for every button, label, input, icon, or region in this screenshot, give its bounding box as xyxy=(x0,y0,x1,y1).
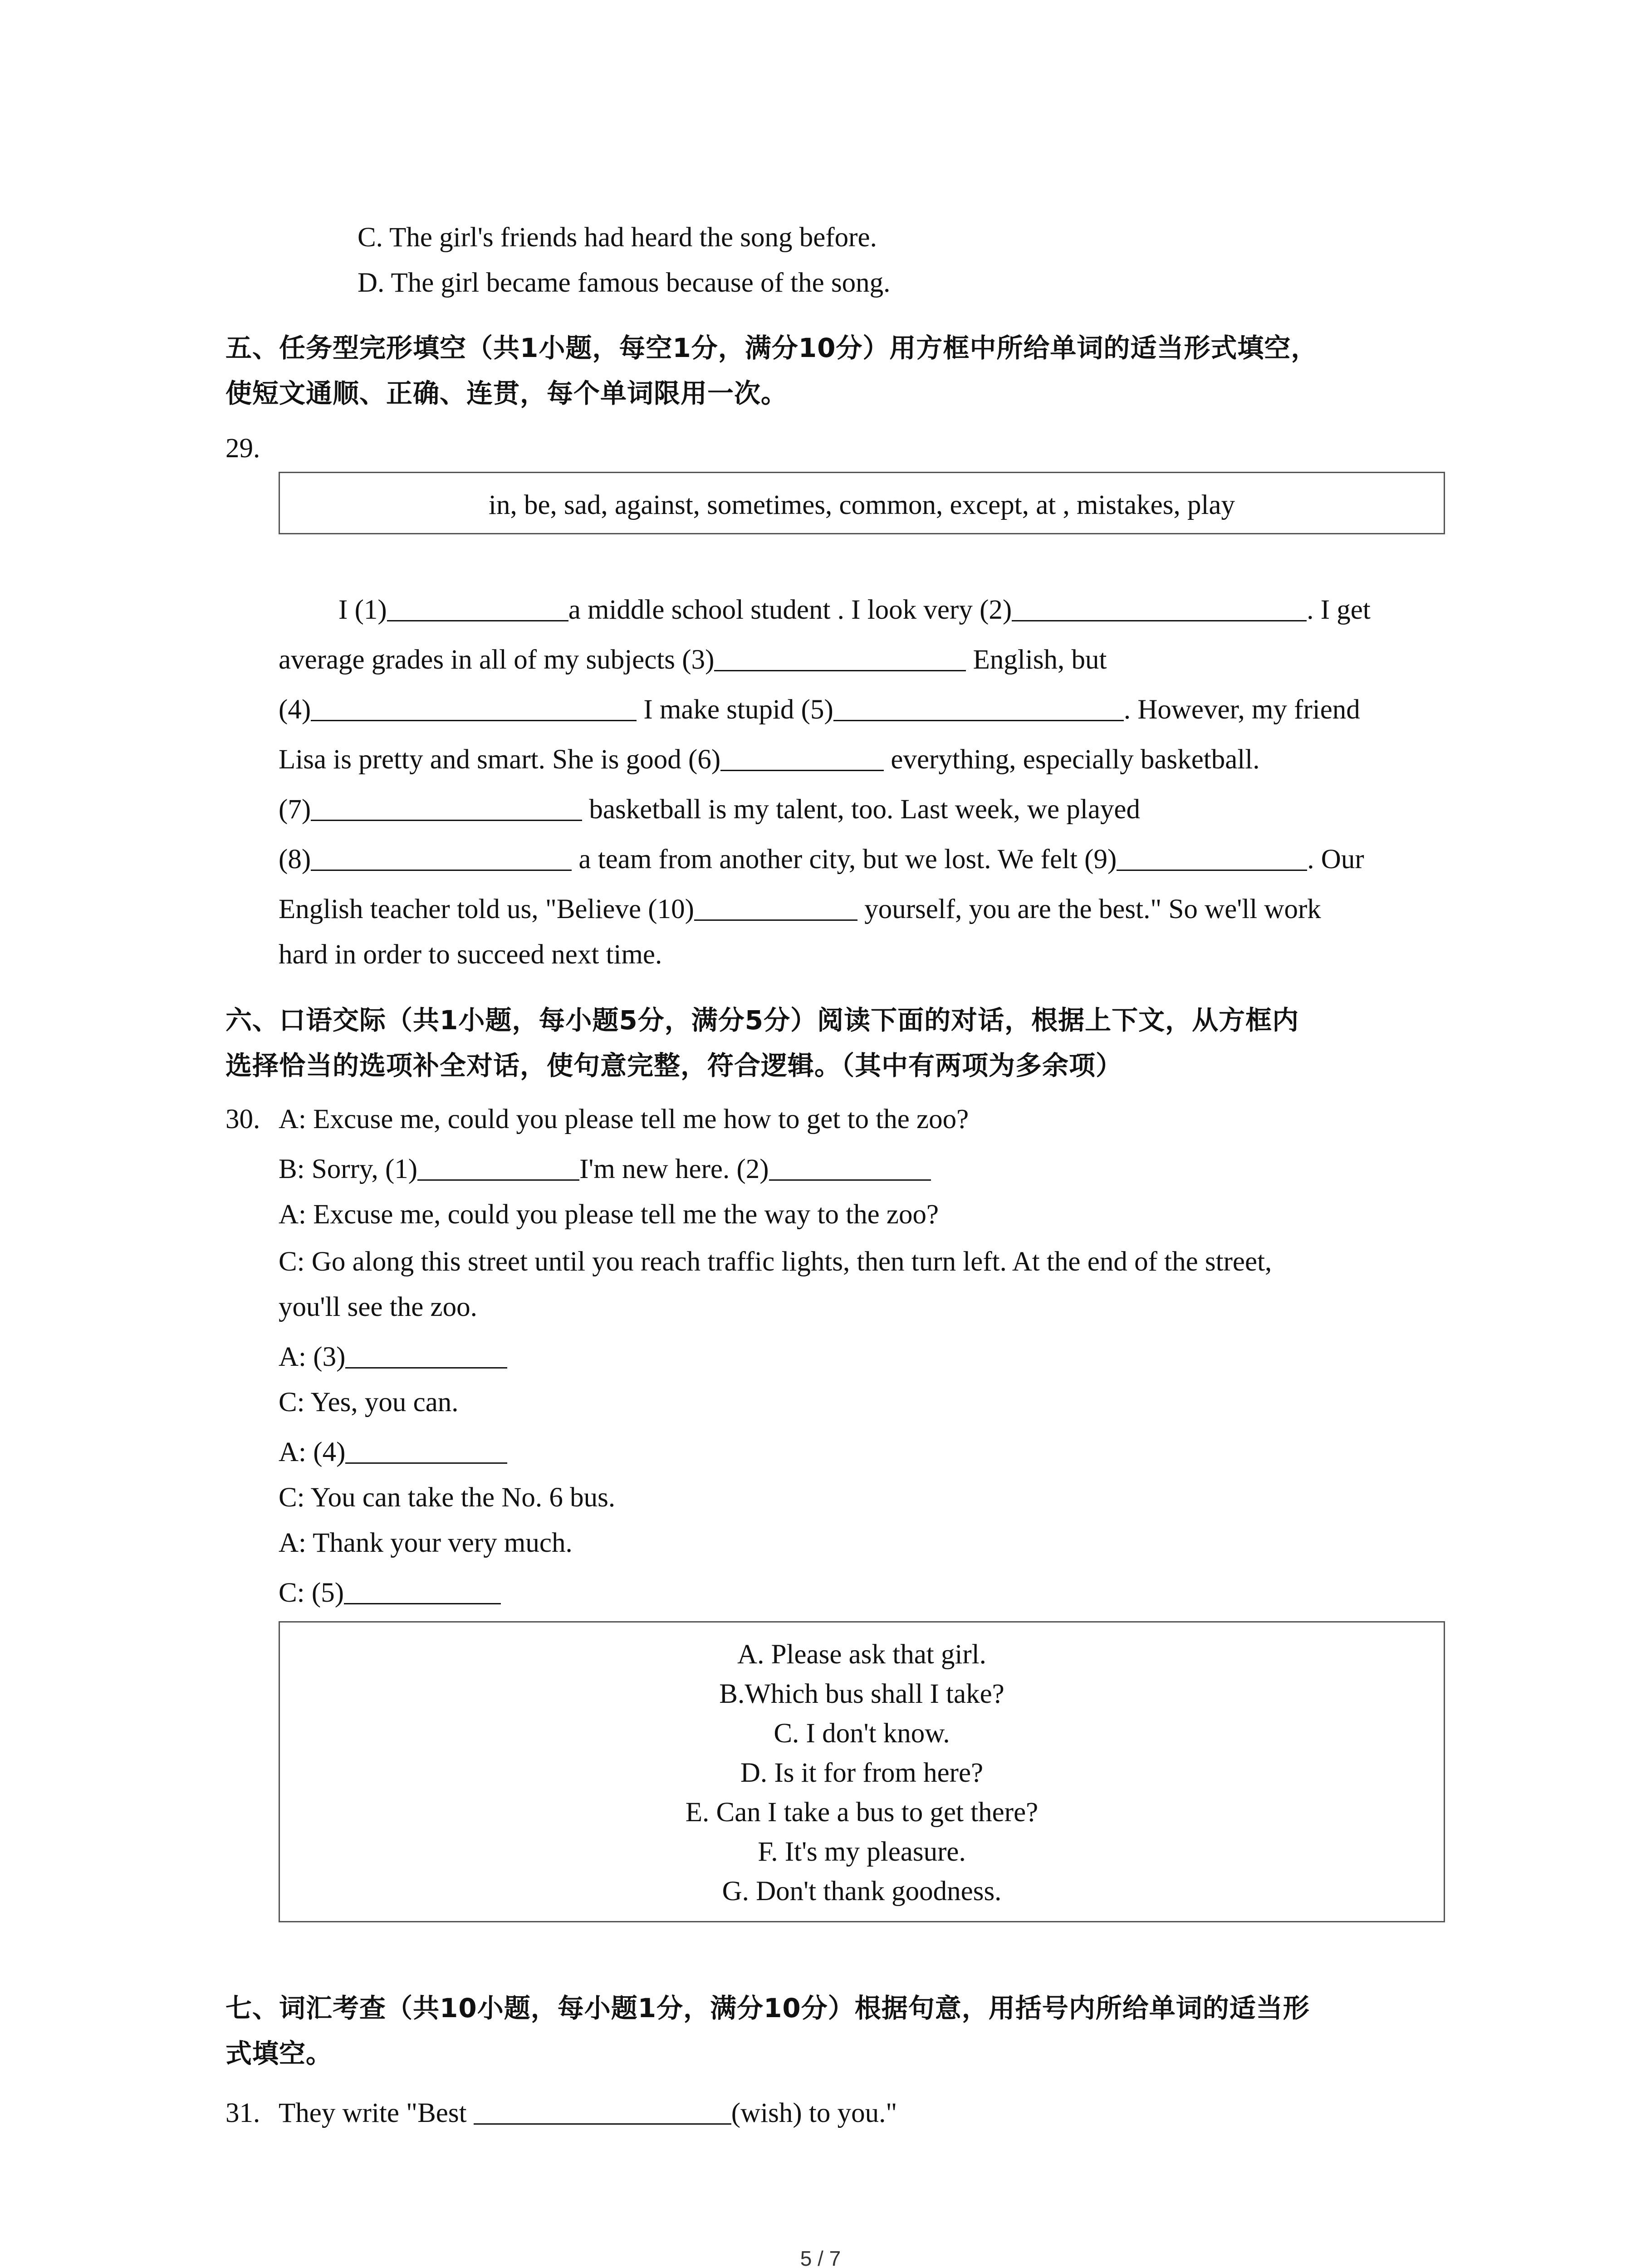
passage-line-1: I (1) a middle school student . I look very (2) . I get xyxy=(338,595,1371,625)
dialogue-line-1: A: Excuse me, could you please tell me how to get to the zoo? xyxy=(279,1104,969,1134)
question-31: They write "Best (wish) to you." xyxy=(279,2098,897,2128)
question-number-30: 30. xyxy=(225,1104,260,1134)
blank-9[interactable] xyxy=(1117,846,1307,871)
dialogue-line-3: A: Excuse me, could you please tell me the way to the zoo? xyxy=(279,1199,939,1230)
q28-option-c: C. The girl's friends had heard the song before. xyxy=(358,222,877,253)
section6-heading-line2: 选择恰当的选项补全对话，使句意完整，符合逻辑。（其中有两项为多余项） xyxy=(225,1050,1123,1081)
q28-option-d: D. The girl became famous because of the song. xyxy=(358,268,891,298)
blank-7[interactable] xyxy=(311,796,582,821)
section7-heading-line2: 式填空。 xyxy=(225,2038,333,2069)
q31-blank[interactable] xyxy=(474,2100,731,2125)
dialogue-options-box xyxy=(279,1621,1445,1922)
dialogue-line-5: you'll see the zoo. xyxy=(279,1292,477,1322)
dialogue-line-8: A: (4) xyxy=(279,1438,507,1466)
blank-4[interactable] xyxy=(311,696,637,721)
passage-line-2: average grades in all of my subjects (3) English, but xyxy=(279,645,1107,675)
dialogue-blank-1[interactable] xyxy=(417,1156,579,1181)
passage-line-4: Lisa is pretty and smart. She is good (6) everything, especially basketball. xyxy=(279,744,1260,775)
blank-8[interactable] xyxy=(311,846,572,871)
word-bank-box xyxy=(279,472,1445,534)
blank-3[interactable] xyxy=(714,646,966,671)
dialogue-blank-4[interactable] xyxy=(345,1439,507,1464)
dialogue-line-2: B: Sorry, (1) I'm new here. (2) xyxy=(279,1155,931,1183)
dialogue-option-d: D. Is it for from here? xyxy=(740,1758,984,1788)
blank-6[interactable] xyxy=(720,746,884,771)
blank-2[interactable] xyxy=(1012,596,1307,621)
dialogue-blank-3[interactable] xyxy=(345,1344,507,1369)
passage-line-5: (7) basketball is my talent, too. Last week, we played xyxy=(279,794,1140,825)
dialogue-line-6: A: (3) xyxy=(279,1343,507,1371)
section5-heading-line2: 使短文通顺、正确、连贯，每个单词限用一次。 xyxy=(225,378,788,409)
dialogue-line-11: C: (5) xyxy=(279,1579,501,1607)
dialogue-blank-5[interactable] xyxy=(344,1579,501,1604)
dialogue-option-b: B.Which bus shall I take? xyxy=(719,1679,1004,1709)
dialogue-line-4: C: Go along this street until you reach traffic lights, then turn left. At the end of the street, xyxy=(279,1246,1272,1277)
dialogue-blank-2[interactable] xyxy=(769,1156,931,1181)
dialogue-line-9: C: You can take the No. 6 bus. xyxy=(279,1482,616,1513)
section7-heading-line1: 七、词汇考查（共10小题，每小题1分，满分10分）根据句意，用括号内所给单词的适当形 xyxy=(225,1993,1310,2024)
passage-line-3: (4) I make stupid (5) . However, my friend xyxy=(279,694,1360,725)
dialogue-option-e: E. Can I take a bus to get there? xyxy=(685,1797,1038,1828)
section5-heading-line1: 五、任务型完形填空（共1小题，每空1分，满分10分）用方框中所给单词的适当形式填空， xyxy=(225,332,1318,363)
passage-line-8: hard in order to succeed next time. xyxy=(279,939,662,970)
dialogue-line-7: C: Yes, you can. xyxy=(279,1387,459,1418)
dialogue-option-a: A. Please ask that girl. xyxy=(737,1639,986,1670)
question-number-29: 29. xyxy=(225,433,260,464)
passage-line-7: English teacher told us, "Believe (10) yourself, you are the best." So we'll work xyxy=(279,894,1321,924)
passage-line-6: (8) a team from another city, but we lost. We felt (9) . Our xyxy=(279,844,1364,875)
blank-10[interactable] xyxy=(694,896,857,921)
dialogue-option-f: F. It's my pleasure. xyxy=(758,1837,966,1867)
blank-5[interactable] xyxy=(833,696,1124,721)
question-number-31: 31. xyxy=(225,2098,260,2128)
dialogue-line-10: A: Thank your very much. xyxy=(279,1528,573,1558)
section6-heading-line1: 六、口语交际（共1小题，每小题5分，满分5分）阅读下面的对话，根据上下文，从方框内 xyxy=(225,1005,1299,1036)
dialogue-option-g: G. Don't thank goodness. xyxy=(722,1876,1002,1906)
blank-1[interactable] xyxy=(387,596,568,621)
page-number: 5 / 7 xyxy=(800,2247,841,2268)
word-bank: in, be, sad, against, sometimes, common, except, at , mistakes, play xyxy=(489,490,1235,520)
dialogue-option-c: C. I don't know. xyxy=(774,1718,950,1749)
